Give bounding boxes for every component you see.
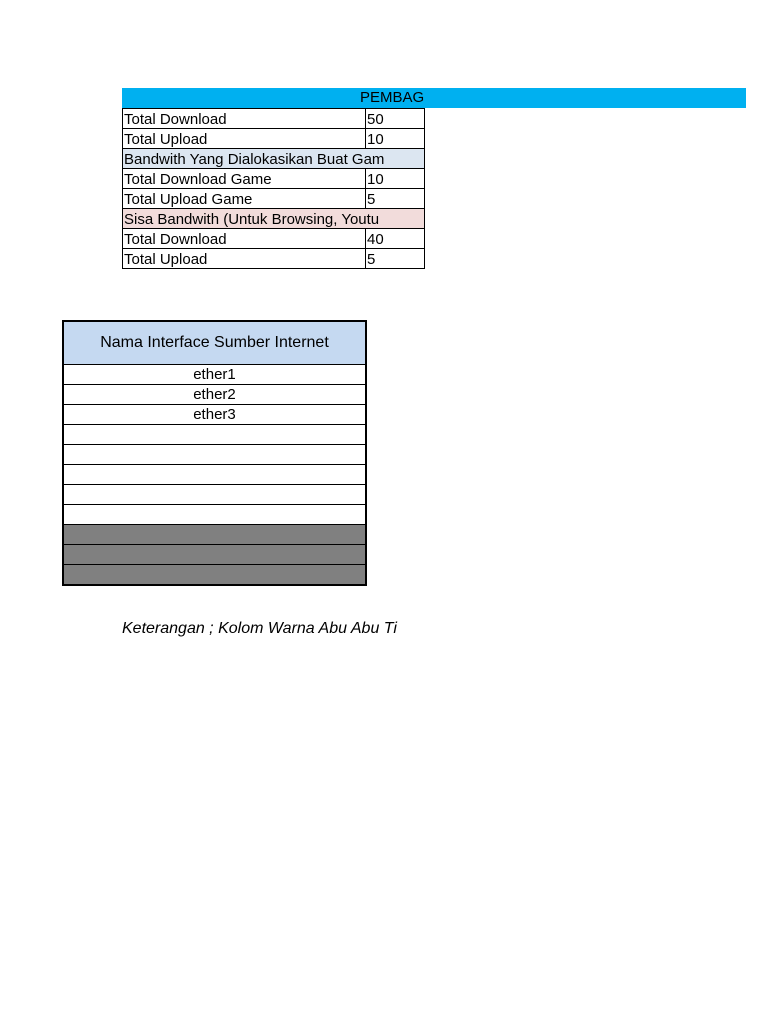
interface-table-header: Nama Interface Sumber Internet	[63, 321, 366, 365]
section-label[interactable]: Bandwith Yang Dialokasikan Buat Gam	[123, 149, 425, 169]
row-value[interactable]: 10	[366, 169, 425, 189]
table-row	[63, 385, 366, 405]
interface-cell-disabled	[63, 525, 366, 545]
interface-cell-disabled	[63, 565, 366, 586]
table-row-disabled	[63, 525, 366, 545]
row-label[interactable]: Total Download Game	[123, 169, 366, 189]
table-row	[63, 365, 366, 385]
table-row-section-remaining	[123, 209, 425, 229]
table-row	[123, 249, 425, 269]
table-row	[63, 425, 366, 445]
table-row	[123, 169, 425, 189]
row-value[interactable]: 40	[366, 229, 425, 249]
table-row	[123, 109, 425, 129]
row-label[interactable]: Total Upload	[123, 129, 366, 149]
interface-cell[interactable]: ether1	[63, 365, 366, 385]
row-value[interactable]: 50	[366, 109, 425, 129]
interface-cell-disabled	[63, 545, 366, 565]
table-row-disabled	[63, 545, 366, 565]
interface-cell[interactable]	[63, 505, 366, 525]
table-row	[123, 229, 425, 249]
table-row-disabled	[63, 565, 366, 586]
row-label[interactable]: Total Upload	[123, 249, 366, 269]
section-label[interactable]: Sisa Bandwith (Untuk Browsing, Youtu	[123, 209, 425, 229]
table-row	[63, 405, 366, 425]
interface-table	[62, 320, 367, 586]
table-row	[123, 189, 425, 209]
row-label[interactable]: Total Download	[123, 229, 366, 249]
bandwidth-table	[122, 108, 425, 269]
interface-cell[interactable]: ether2	[63, 385, 366, 405]
table-row	[63, 505, 366, 525]
interface-cell[interactable]	[63, 445, 366, 465]
table-row	[63, 445, 366, 465]
row-value[interactable]: 10	[366, 129, 425, 149]
interface-cell[interactable]	[63, 485, 366, 505]
interface-cell[interactable]	[63, 465, 366, 485]
title-band	[122, 88, 746, 108]
table-row-section-game	[123, 149, 425, 169]
interface-cell[interactable]: ether3	[63, 405, 366, 425]
row-value[interactable]: 5	[366, 189, 425, 209]
table-row	[63, 465, 366, 485]
row-label[interactable]: Total Download	[123, 109, 366, 129]
row-label[interactable]: Total Upload Game	[123, 189, 366, 209]
row-value[interactable]: 5	[366, 249, 425, 269]
note-text: Keterangan ; Kolom Warna Abu Abu Ti	[122, 620, 397, 637]
interface-cell[interactable]	[63, 425, 366, 445]
table-title: PEMBAG	[360, 90, 424, 106]
table-row	[123, 129, 425, 149]
table-row	[63, 485, 366, 505]
